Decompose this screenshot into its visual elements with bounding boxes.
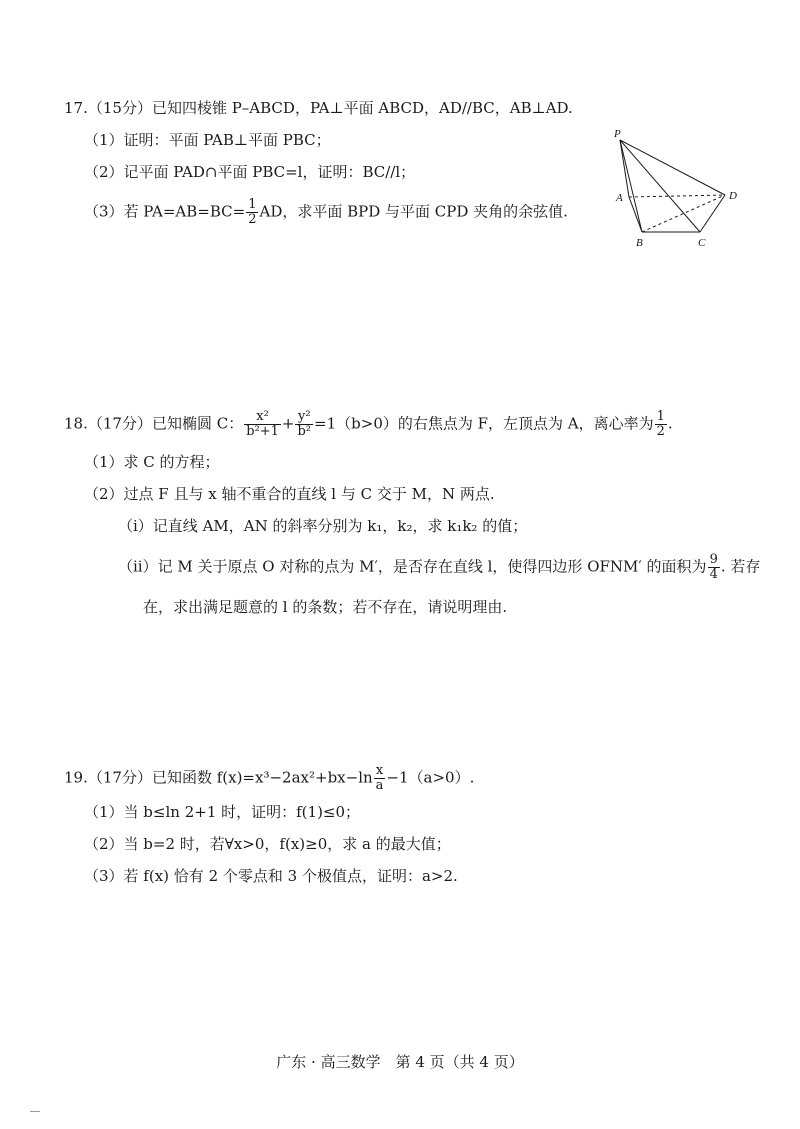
q18-part2-ii-post: . 若存 (720, 557, 761, 576)
q18-area-den: 4 (709, 567, 718, 582)
q18-stem-pre: 18.（17分）已知椭圆 C： (64, 414, 244, 433)
q18-part2-ii (118, 553, 760, 582)
label-A: A (616, 192, 623, 204)
q18-fraction-area (708, 553, 720, 582)
q18-plus: + (281, 414, 295, 433)
q19-stem-pre: 19.（17分）已知函数 f(x)=x³−2ax²+bx−ln (64, 768, 373, 787)
q19-fraction-ln (374, 764, 386, 793)
q18-part2-ii-cont: 在，求出满足题意的 l 的条数；若不存在，请说明理由. (143, 598, 508, 616)
q18-stem-end: . (667, 414, 673, 433)
q19-stem (64, 764, 474, 793)
page-footer: 广东 · 高三数学 第 4 页（共 4 页） (276, 1053, 524, 1071)
q17-part2: （2）记平面 PAD∩平面 PBC=l，证明：BC//l； (84, 163, 416, 181)
q17-frac-den: 2 (248, 212, 257, 227)
edge-PB (620, 140, 642, 232)
pyramid-figure (600, 126, 750, 256)
q17-part3 (84, 198, 568, 227)
q19-ln-num: x (374, 764, 386, 779)
q19-ln-den: a (375, 778, 384, 793)
q17-part1: （1）证明：平面 PAB⊥平面 PBC； (84, 131, 331, 149)
q18-stem-mid: =1（b>0）的右焦点为 F，左顶点为 A，离心率为 (314, 414, 654, 433)
q18-fy-num: y² (295, 410, 313, 425)
q18-part1: （1）求 C 的方程； (84, 453, 220, 471)
edge-AB (629, 197, 642, 232)
q18-fy-den: b² (297, 424, 312, 439)
q17-stem: 17.（15分）已知四棱锥 P–ABCD，PA⊥平面 ABCD，AD//BC，AB⊥AD. (64, 99, 573, 117)
q18-area-num: 9 (709, 552, 718, 567)
q18-fraction-x (244, 410, 281, 439)
q18-fraction-y (295, 410, 313, 439)
label-B: B (636, 237, 643, 249)
q18-fx-num: x² (244, 410, 281, 425)
q19-stem-post: −1（a>0）. (386, 768, 475, 787)
q17-fraction (246, 198, 258, 227)
q18-e-den: 2 (656, 424, 665, 439)
q19-part1: （1）当 b≤ln 2+1 时，证明：f(1)≤0； (84, 803, 361, 821)
q18-part2-i: （i）记直线 AM，AN 的斜率分别为 k₁，k₂，求 k₁k₂ 的值； (118, 517, 528, 535)
scan-mark (30, 1111, 40, 1112)
q18-e-num: 1 (656, 409, 665, 424)
edge-PD (620, 140, 725, 195)
label-D: D (729, 190, 737, 202)
label-P: P (614, 128, 621, 140)
q17-part3-pre: （3）若 PA=AB=BC= (84, 202, 246, 221)
q18-fraction-e (655, 410, 667, 439)
q19-part3: （3）若 f(x) 恰有 2 个零点和 3 个极值点，证明：a>2. (84, 867, 458, 885)
label-C: C (698, 237, 706, 249)
edge-AD-hidden (629, 195, 725, 197)
q18-part2: （2）过点 F 且与 x 轴不重合的直线 l 与 C 交于 M，N 两点. (84, 485, 495, 503)
edge-CD (700, 195, 725, 232)
edge-PC (620, 140, 700, 232)
q18-part2-ii-pre: （ii）记 M 关于原点 O 对称的点为 M′，是否存在直线 l，使得四边形 OFNM′ 的面积为 (118, 557, 707, 576)
q17-frac-num: 1 (248, 197, 257, 212)
q19-part2: （2）当 b=2 时，若∀x>0，f(x)≥0，求 a 的最大值； (84, 835, 451, 853)
q18-stem (64, 410, 673, 439)
q18-fx-den: b²+1 (246, 424, 279, 439)
q17-part3-post: AD，求平面 BPD 与平面 CPD 夹角的余弦值. (259, 202, 568, 221)
